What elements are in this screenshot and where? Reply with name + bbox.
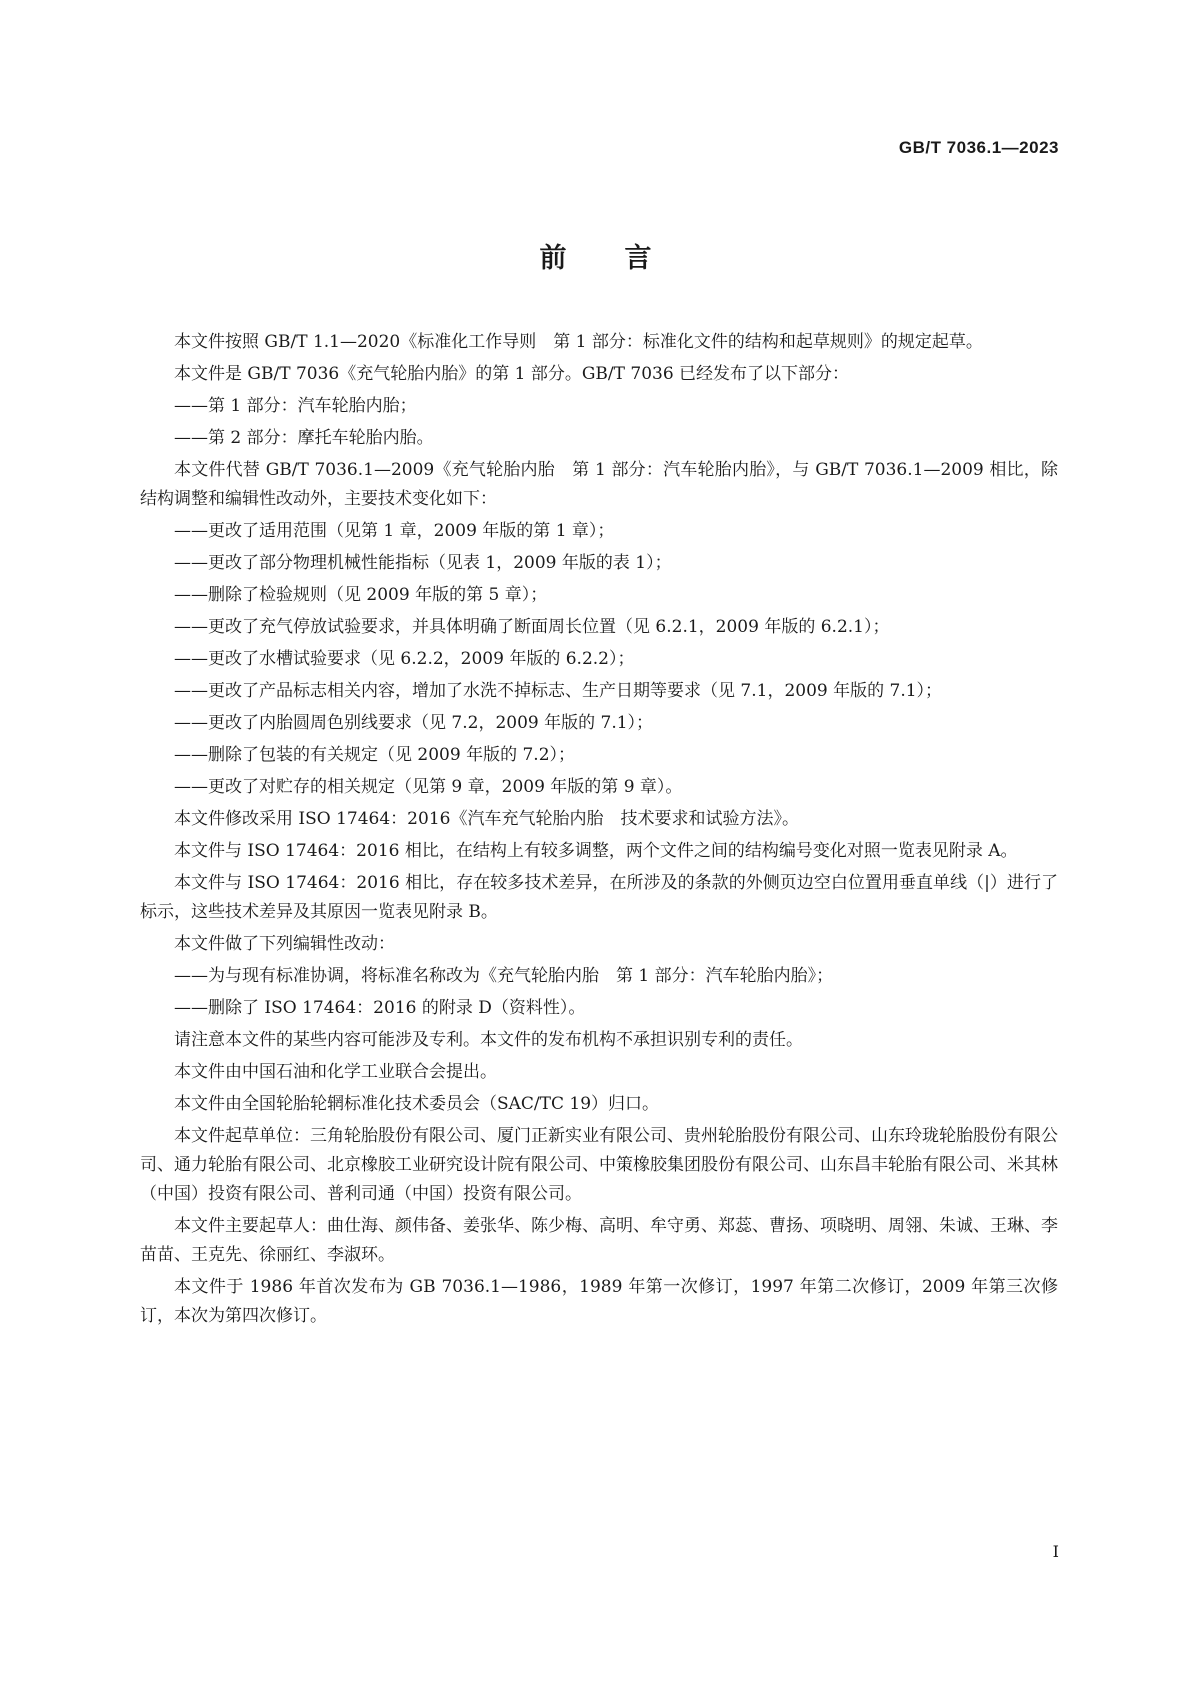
paragraph: 本文件是 GB/T 7036《充气轮胎内胎》的第 1 部分。GB/T 7036 已经发布了以下部分：: [174, 364, 850, 384]
list-item: ——更改了水槽试验要求（见 6.2.2，2009 年版的 6.2.2）；: [174, 649, 635, 669]
paragraph: 请注意本文件的某些内容可能涉及专利。本文件的发布机构不承担识别专利的责任。: [174, 1030, 803, 1050]
list-item: ——删除了包装的有关规定（见 2009 年版的 7.2）；: [174, 745, 576, 765]
paragraph: 本文件与 ISO 17464：2016 相比，在结构上有较多调整，两个文件之间的结构编号变化对照一览表见附录 A。: [174, 841, 1018, 861]
list-item: ——删除了检验规则（见 2009 年版的第 5 章）；: [174, 585, 548, 605]
paragraph: 本文件主要起草人：曲仕海、颜伟备、姜张华、陈少梅、高明、牟守勇、郑蕊、曹扬、项晓明、周翎、朱诚、王琳、李苗苗、王克先、徐丽红、李淑环。: [140, 1216, 1058, 1265]
list-item: ——第 1 部分：汽车轮胎内胎；: [174, 396, 417, 416]
list-item: ——为与现有标准协调，将标准名称改为《充气轮胎内胎 第 1 部分：汽车轮胎内胎》；: [174, 966, 834, 986]
page-number: I: [1052, 1542, 1059, 1561]
list-item: ——更改了部分物理机械性能指标（见表 1，2009 年版的表 1）；: [174, 553, 672, 573]
paragraph: 本文件代替 GB/T 7036.1—2009《充气轮胎内胎 第 1 部分：汽车轮胎内胎》，与 GB/T 7036.1—2009 相比，除结构调整和编辑性改动外，主要技术变化如下：: [140, 460, 1058, 509]
foreword-body: [140, 328, 1058, 1334]
paragraph: 本文件于 1986 年首次发布为 GB 7036.1—1986，1989 年第一次修订，1997 年第二次修订，2009 年第三次修订，本次为第四次修订。: [140, 1277, 1058, 1326]
page-title: [0, 236, 1191, 275]
paragraph: 本文件与 ISO 17464：2016 相比，存在较多技术差异，在所涉及的条款的外侧页边空白位置用垂直单线（|）进行了标示，这些技术差异及其原因一览表见附录 B。: [140, 873, 1058, 922]
paragraph: 本文件做了下列编辑性改动：: [174, 934, 395, 954]
list-item: ——更改了适用范围（见第 1 章，2009 年版的第 1 章）；: [174, 521, 615, 541]
paragraph: 本文件修改采用 ISO 17464：2016《汽车充气轮胎内胎 技术要求和试验方法》。: [174, 809, 799, 829]
paragraph: 本文件按照 GB/T 1.1—2020《标准化工作导则 第 1 部分：标准化文件的结构和起草规则》的规定起草。: [174, 332, 983, 352]
title-char-2: 言: [624, 243, 652, 274]
list-item: ——第 2 部分：摩托车轮胎内胎。: [174, 428, 434, 448]
list-item: ——更改了充气停放试验要求，并具体明确了断面周长位置（见 6.2.1，2009 年版的 6.2.1）；: [174, 617, 890, 637]
title-char-1: 前: [539, 243, 567, 274]
standard-code: GB/T 7036.1—2023: [898, 138, 1059, 157]
paragraph: 本文件起草单位：三角轮胎股份有限公司、厦门正新实业有限公司、贵州轮胎股份有限公司、山东玲珑轮胎股份有限公司、通力轮胎有限公司、北京橡胶工业研究设计院有限公司、中策橡胶集团股份有限公司、山东昌丰轮胎有限公司、米其林（中国）投资有限公司、普利司通（中国）投资有限公司。: [140, 1126, 1058, 1204]
list-item: ——更改了产品标志相关内容，增加了水洗不掉标志、生产日期等要求（见 7.1，2009 年版的 7.1）；: [174, 681, 943, 701]
list-item: ——更改了内胎圆周色别线要求（见 7.2，2009 年版的 7.1）；: [174, 713, 654, 733]
list-item: ——删除了 ISO 17464：2016 的附录 D（资料性）。: [174, 998, 586, 1018]
list-item: ——更改了对贮存的相关规定（见第 9 章，2009 年版的第 9 章）。: [174, 777, 683, 797]
paragraph: 本文件由中国石油和化学工业联合会提出。: [174, 1062, 497, 1082]
paragraph: 本文件由全国轮胎轮辋标准化技术委员会（SAC/TC 19）归口。: [174, 1094, 660, 1114]
